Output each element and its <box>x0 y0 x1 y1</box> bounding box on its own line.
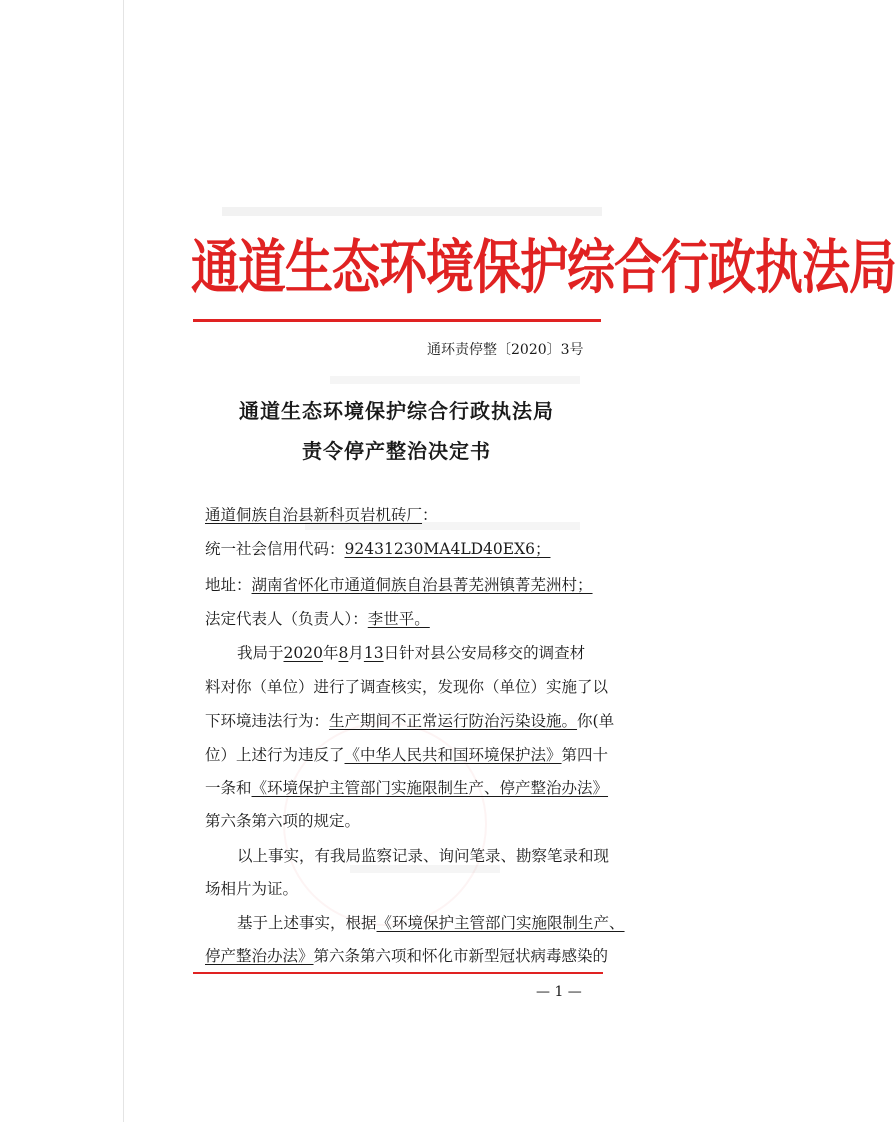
address-line <box>205 573 593 597</box>
law-reference-3-cont: 停产整治办法》 <box>205 947 314 965</box>
law-reference-1: 《中华人民共和国环境保护法》 <box>344 746 562 764</box>
credit-code-label: 统一社会信用代码： <box>205 540 345 558</box>
show-through-line <box>330 376 580 384</box>
agency-header-title: 通道生态环境保护综合行政执法局 <box>191 233 896 303</box>
date-year: 2020 <box>283 644 323 662</box>
text-span: 你(单 <box>577 712 615 730</box>
credit-code-value: 92431230MA4LD40EX6； <box>344 540 551 558</box>
text-span: 月 <box>348 644 364 662</box>
text-span: 我局于 <box>237 644 284 662</box>
recipient-name: 通道侗族自治县新科页岩机砖厂 <box>205 506 423 524</box>
show-through-line <box>222 207 602 216</box>
para1-line5 <box>205 776 608 800</box>
text-span: 第六条第六项和怀化市新型冠状病毒感染的 <box>313 947 609 965</box>
para3-line1 <box>237 911 625 935</box>
document-number: 通环责停整〔2020〕3号 <box>427 342 584 358</box>
header-red-rule <box>193 319 601 322</box>
para1-line1 <box>237 641 585 665</box>
para3-line2 <box>205 944 608 968</box>
date-month: 8 <box>338 644 349 662</box>
violation-text: 生产期间不正常运行防治污染设施。 <box>329 712 578 730</box>
credit-code-line <box>205 537 551 561</box>
page-edge <box>123 0 124 1122</box>
text-span: 日针对县公安局移交的调查材 <box>383 644 586 662</box>
text-span: 第四十 <box>561 746 609 764</box>
text-span: 年 <box>322 644 339 662</box>
address-value: 湖南省怀化市通道侗族自治县菁芜洲镇菁芜洲村； <box>251 576 593 594</box>
law-reference-3: 《环境保护主管部门实施限制生产、 <box>376 914 625 932</box>
para1-line6: 第六条第六项的规定。 <box>205 812 361 830</box>
document-title-line2: 责令停产整治决定书 <box>302 439 491 463</box>
legal-rep-label: 法定代表人（负责人）： <box>205 610 368 628</box>
text-span: 基于上述事实，根据 <box>237 914 377 932</box>
recipient-name-line <box>205 503 438 527</box>
para1-line3 <box>205 709 614 733</box>
para2-line2: 场相片为证。 <box>205 880 299 898</box>
date-day: 13 <box>363 644 384 662</box>
recipient-name-suffix: ： <box>422 506 438 524</box>
para1-line2: 料对你（单位）进行了调查核实，发现你（单位）实施了以 <box>205 678 609 696</box>
text-span: 位）上述行为违反了 <box>205 746 345 764</box>
para2-line1: 以上事实，有我局监察记录、询问笔录、勘察笔录和现 <box>237 847 610 865</box>
text-span: 下环境违法行为： <box>205 712 330 730</box>
text-span: 一条和 <box>205 779 252 797</box>
footer-red-rule <box>193 972 603 974</box>
address-label: 地址： <box>205 576 252 594</box>
page-number: — 1 — <box>536 984 582 1000</box>
law-reference-2: 《环境保护主管部门实施限制生产、停产整治办法》 <box>251 779 609 797</box>
document-title-line1: 通道生态环境保护综合行政执法局 <box>239 399 554 423</box>
para1-line4 <box>205 743 608 767</box>
legal-rep-line <box>205 607 430 631</box>
legal-rep-name: 李世平。 <box>367 610 430 628</box>
